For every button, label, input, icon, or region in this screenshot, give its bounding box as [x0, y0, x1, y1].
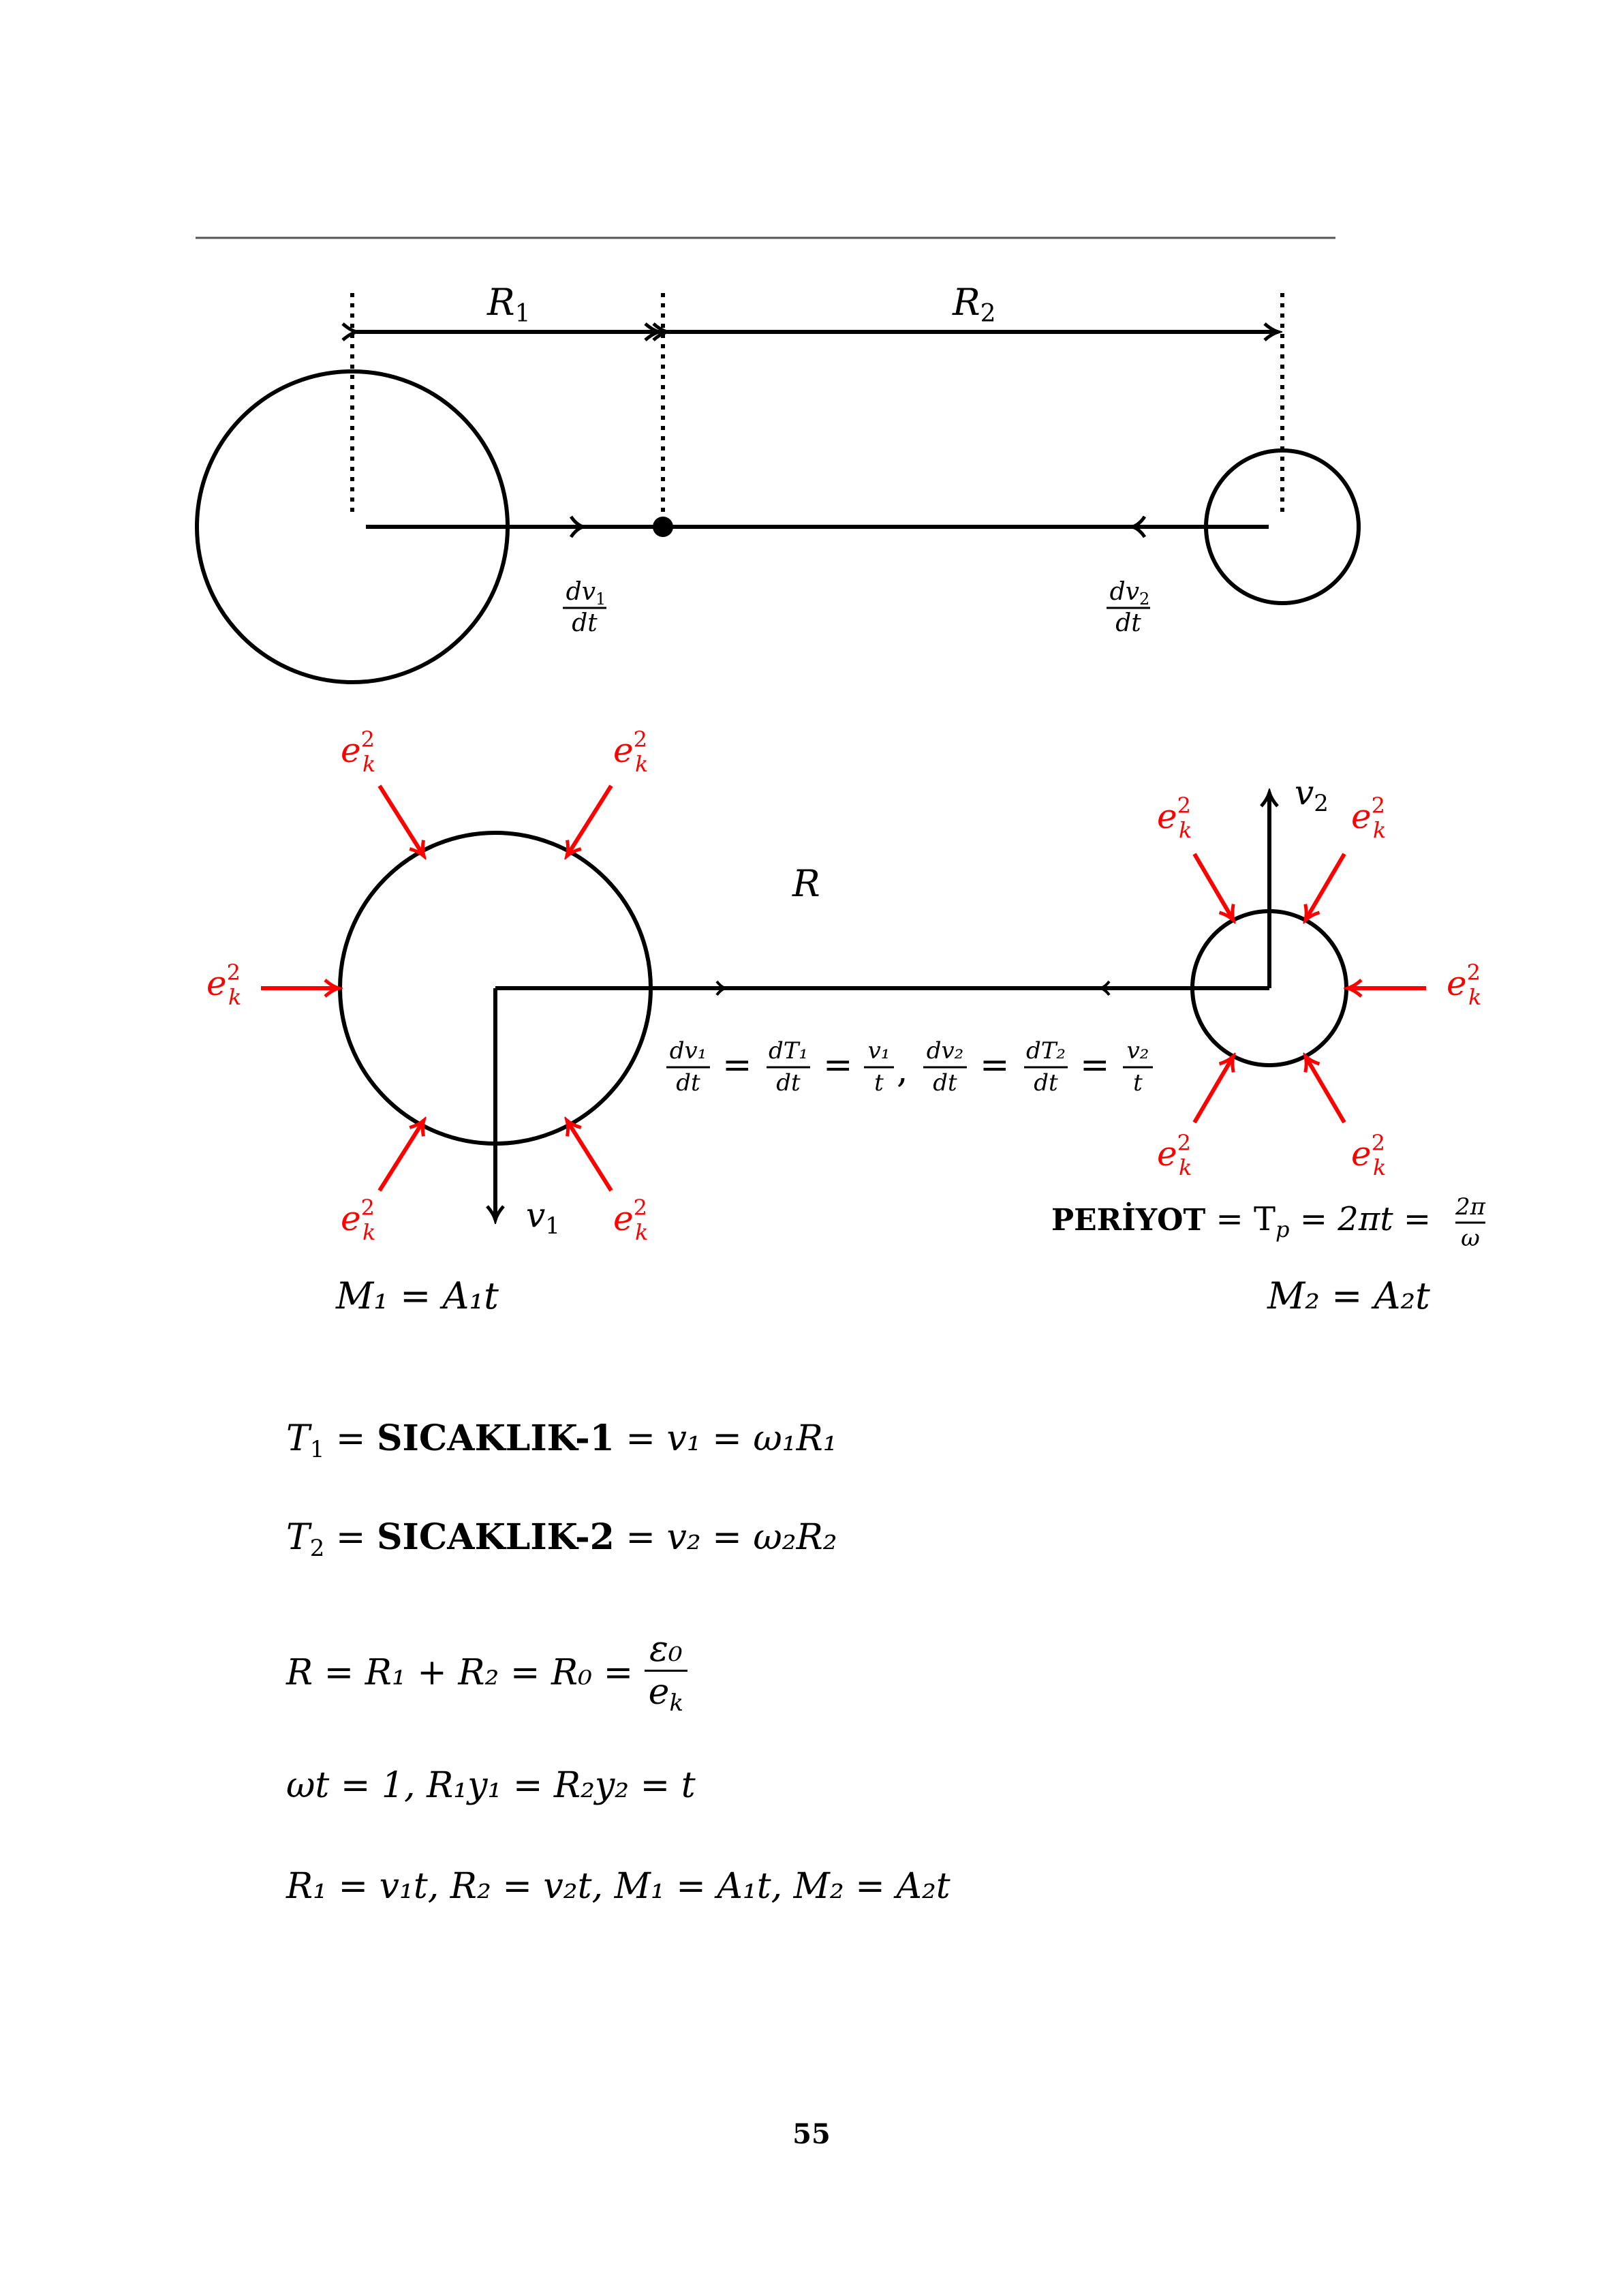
- equation-1: $T_1$ = SICAKLIK-1 = v₁ = ω₁R₁: [286, 1418, 837, 1463]
- force-arrow-big-nw: [380, 786, 424, 856]
- svg-text:v₁: v₁: [867, 1037, 891, 1065]
- force-label-big-w: $e^2$ k: [206, 960, 242, 1010]
- equation-5: R₁ = v₁t, R₂ = v₂t, M₁ = A₁t, M₂ = A₂t: [286, 1866, 950, 1907]
- force-arrow-big-sw: [380, 1120, 424, 1191]
- svg-text:=: =: [980, 1045, 1010, 1086]
- force-label-big-sw: $e^2$ k: [341, 1195, 376, 1245]
- force-label-big-nw: $e^2$ k: [341, 726, 376, 777]
- center-equation: [666, 1037, 1153, 1097]
- equation-4: ωt = 1, R₁y₁ = R₂y₂ = t: [286, 1765, 696, 1806]
- force-arrow-small-se: [1305, 1056, 1344, 1122]
- equation-3: R = R₁ + R₂ = R₀ = $\frac{\text{ε₀}}{ek}$: [286, 1629, 687, 1717]
- svg-text:dT₂: dT₂: [1025, 1037, 1066, 1065]
- equation-2: $T_2$ = SICAKLIK-2 = v₂ = ω₂R₂: [286, 1516, 837, 1562]
- label-r2: R2: [953, 281, 996, 328]
- force-label-small-nw: $e^2$ k: [1157, 793, 1192, 843]
- page-number: 55: [792, 2118, 831, 2150]
- bottom-diagram: [261, 786, 1426, 1220]
- svg-text:dt: dt: [933, 1069, 957, 1097]
- force-label-small-se: $e^2$ k: [1351, 1130, 1387, 1180]
- force-arrow-small-nw: [1194, 854, 1233, 920]
- frac-dv2-den: dt: [1115, 609, 1141, 637]
- force-arrow-big-ne: [567, 786, 611, 856]
- frac-dv1-den: dt: [572, 609, 598, 637]
- force-arrow-small-sw: [1194, 1056, 1233, 1122]
- svg-text:=: =: [722, 1045, 752, 1086]
- svg-text:dt: dt: [1034, 1069, 1058, 1097]
- svg-text:=: =: [1080, 1045, 1110, 1086]
- top-diagram: [197, 293, 1359, 682]
- label-m2: M₂ = A₂t: [1267, 1274, 1430, 1317]
- svg-text:dv₂: dv₂: [926, 1037, 964, 1065]
- period-frac-den: ω: [1461, 1225, 1480, 1252]
- svg-text:dv₁: dv₁: [669, 1037, 707, 1065]
- svg-text:=: =: [823, 1045, 853, 1086]
- label-r: R: [792, 862, 820, 905]
- label-m1: M₁ = A₁t: [336, 1274, 499, 1317]
- frac-dv2-num: dv2: [1109, 578, 1150, 609]
- force-arrow-small-ne: [1305, 854, 1344, 920]
- svg-text:dt: dt: [776, 1069, 801, 1097]
- label-r1: R1: [487, 281, 531, 328]
- force-label-big-ne: $e^2$ k: [613, 726, 649, 777]
- eq3-fraction: $\frac{\text{ε₀}}{ek}$: [645, 1629, 687, 1717]
- svg-text:t: t: [1133, 1069, 1143, 1097]
- svg-text:t: t: [874, 1069, 884, 1097]
- label-v2: $v_2$: [1295, 773, 1329, 817]
- center-point: [653, 517, 673, 537]
- force-label-big-se: $e^2$ k: [613, 1195, 649, 1245]
- label-v1: $v_1$: [526, 1195, 560, 1240]
- svg-text:v₂: v₂: [1126, 1037, 1149, 1065]
- force-label-small-sw: $e^2$ k: [1157, 1130, 1192, 1180]
- svg-text:,: ,: [897, 1050, 908, 1091]
- force-label-small-ne: $e^2$ k: [1351, 793, 1387, 843]
- force-arrow-big-se: [567, 1120, 611, 1191]
- svg-text:dt: dt: [676, 1069, 700, 1097]
- period-equation: PERİYOT = $T_p$ = 2πt =: [1051, 1200, 1432, 1242]
- period-frac-num: 2π: [1455, 1193, 1485, 1221]
- svg-text:dT₁: dT₁: [768, 1037, 809, 1065]
- force-label-small-e: $e^2$ k: [1447, 960, 1482, 1010]
- frac-dv1-num: dv1: [566, 578, 606, 609]
